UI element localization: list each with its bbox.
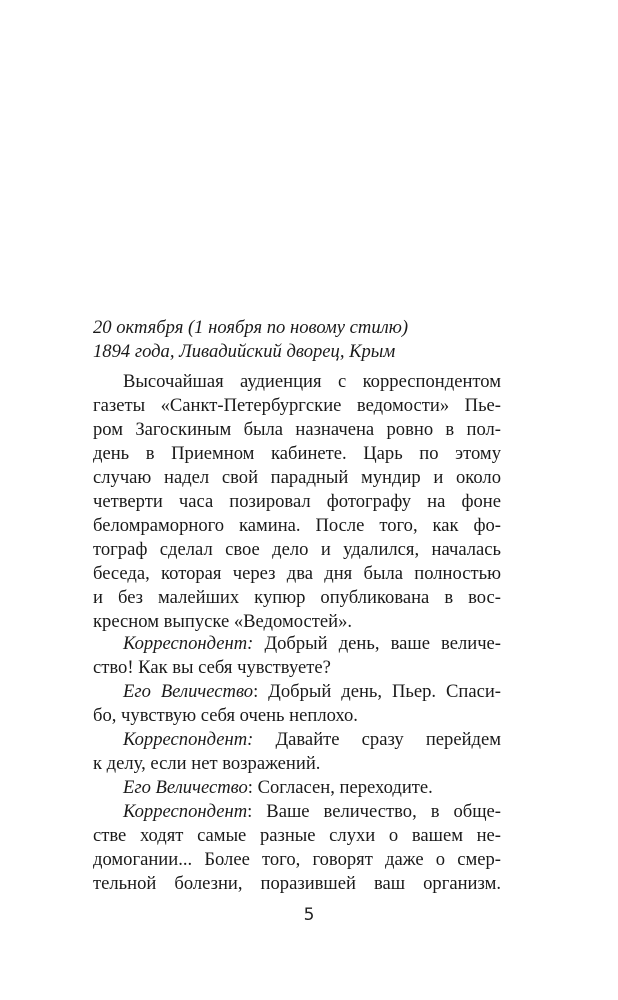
dialogue-text: : Добрый день, Пьер. Спаси- (253, 681, 501, 702)
dialogue-line (93, 800, 501, 824)
dialogue (93, 632, 501, 896)
dialogue-line: домогании... Более того, говорят даже о смер- (93, 849, 501, 870)
paragraph-line: случаю надел свой парадный мундир и около (93, 467, 501, 488)
dialogue-line (93, 728, 501, 752)
dialogue-line: ство! Как вы себя чувствуете? (93, 657, 331, 678)
paragraph-line: беседа, которая через два дня была полностью (93, 563, 501, 584)
dialogue-line: к делу, если нет возражений. (93, 753, 321, 774)
dialogue-text: : Согласен, переходите. (247, 777, 433, 798)
dialogue-line (93, 776, 501, 800)
dialogue-text: Давайте сразу перейдем (253, 729, 501, 750)
paragraph-line: день в Приемном кабинете. Царь по этому (93, 443, 501, 464)
page-number: 5 (303, 905, 315, 925)
paragraph-line: четверти часа позировал фотографу на фоне (93, 491, 501, 512)
speaker-label: Его Величество (123, 777, 248, 798)
speaker-label: Корреспондент: (123, 633, 254, 654)
speaker-label: Корреспондент: (123, 729, 254, 750)
dialogue-text: : Ваше величество, в обще- (247, 801, 501, 822)
dialogue-text: Добрый день, ваше величе- (253, 633, 501, 654)
epigraph-line: 20 октября (1 ноября по новому стилю) (93, 317, 409, 338)
paragraph-line: кресном выпуске «Ведомостей». (93, 611, 353, 632)
paragraph-line: газеты «Санкт-Петербургские ведомости» Пье- (93, 395, 501, 416)
paragraph-line: беломраморного камина. После того, как фо- (93, 515, 501, 536)
dialogue-line (93, 680, 501, 704)
paragraph-line: тограф сделал свое дело и удалился, началась (93, 539, 501, 560)
paragraph-line: и без малейших купюр опубликована в вос- (93, 587, 501, 608)
dialogue-line (93, 632, 501, 656)
speaker-label: Корреспондент (123, 801, 248, 822)
paragraph-line: ром Загоскиным была назначена ровно в пол- (93, 419, 501, 440)
epigraph-line: 1894 года, Ливадийский дворец, Крым (93, 341, 396, 362)
paragraph-line: Высочайшая аудиенция с корреспондентом (123, 371, 501, 392)
dialogue-line: тельной болезни, поразившей ваш организм. (93, 873, 501, 894)
dialogue-line: стве ходят самые разные слухи о вашем не- (93, 825, 501, 846)
intro-paragraph (93, 370, 501, 634)
dialogue-line: бо, чувствую себя очень неплохо. (93, 705, 358, 726)
speaker-label: Его Величество (123, 681, 254, 702)
epigraph (93, 316, 501, 364)
